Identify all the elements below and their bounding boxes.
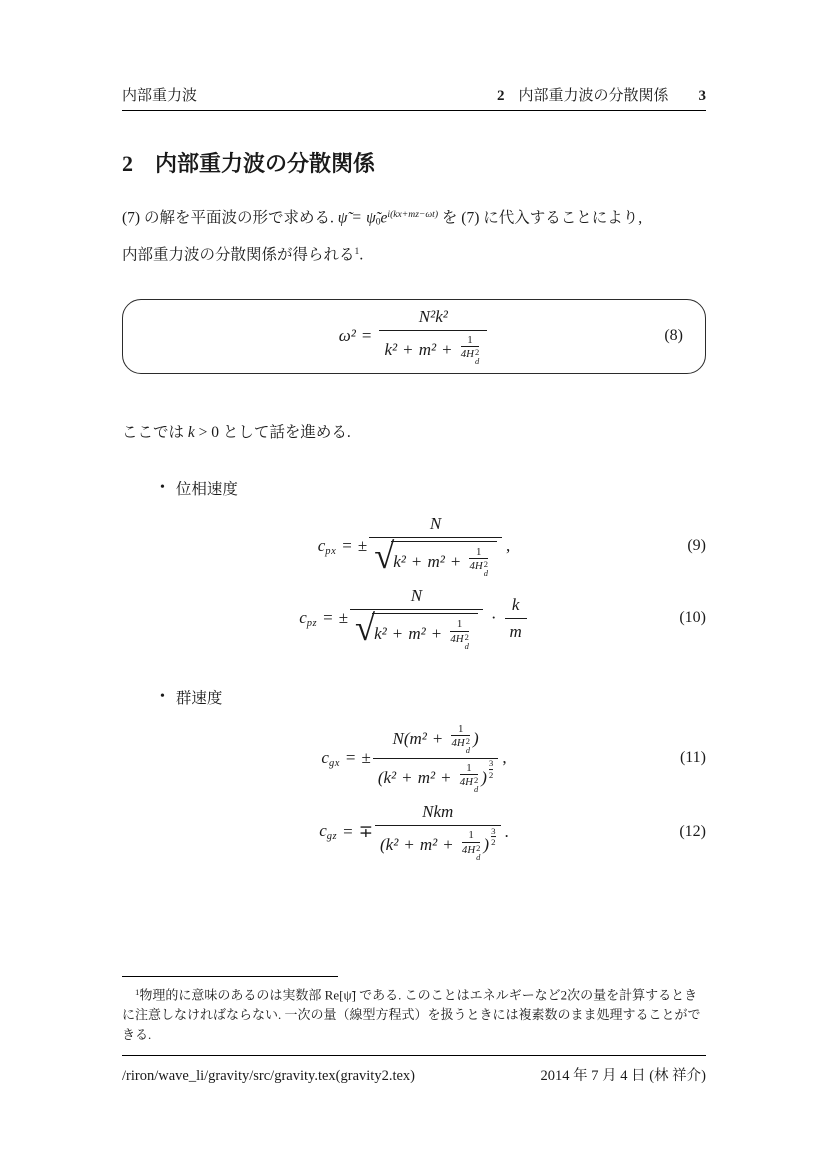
subsup-stack [476,844,480,862]
footnote-body: 物理的に意味のあるのは実数部 Re[ψ̃] である. このことはエネルギーなど2次の量を計算するときに注意しなければならない. 一次の量（線型方程式）を扱うときには複素数のまま処理することができる. [122,987,701,1043]
exponent-three-halves [489,759,493,780]
math-token: k² [393,552,406,572]
math-token: m² [417,768,436,788]
small-fraction-denominator [450,631,469,651]
footnote-reference: 1 [354,245,360,257]
small-fraction-denominator [462,842,481,862]
fraction-denominator [375,825,501,861]
header-left-title: 内部重力波 [122,88,198,104]
math-token-psi0: ψ̃ [366,209,376,227]
math-token: m² [427,552,445,572]
math-token: ω² [338,326,356,346]
fraction-numerator [417,802,458,825]
math-token: 2 [474,775,479,786]
footer-date-author: 2014 年 7 月 4 日 (林 祥介) [540,1068,706,1084]
math-token: 1 [468,829,474,842]
radical-sign: √ [355,607,376,649]
bullet-icon: • [160,479,165,495]
bullet-phase-velocity [160,477,706,499]
fraction-denominator [505,618,527,642]
math-token: + [432,728,443,748]
math-token: 1 [476,545,482,558]
small-fraction-denominator [460,774,479,794]
math-token: 2 [465,736,470,747]
small-fraction [460,762,479,794]
intro-text: 内部重力波の分散関係が得られる [122,245,355,263]
math-token: 1 [456,618,463,631]
math-token: + [411,552,422,572]
math-token: m² [419,835,438,855]
math-token: d [476,851,481,862]
footer-file-path: /riron/wave_li/gravity/src/gravity.tex(gravity2.tex) [122,1068,415,1084]
lhs [318,536,337,557]
fraction-numerator [507,595,525,618]
section-title: 内部重力波の分散関係 [155,151,376,176]
math-token: + [402,768,412,788]
math-token: + [404,835,414,855]
fraction-denominator [373,758,499,794]
lhs [299,608,317,629]
math-token: = [323,608,333,628]
math-token: · [490,608,497,628]
header-rule [122,110,706,111]
intro-text: を (7) に代入することにより, [438,209,643,227]
math-token: 3 [491,825,496,836]
math-token: (k² [377,768,397,788]
math-token: 0 [211,423,220,441]
bullet-group-velocity [160,686,706,708]
note-text: として話を進める. [219,423,351,441]
math-token: ) [473,728,479,748]
small-fraction-denominator [451,735,470,755]
bullet-icon: • [160,688,165,704]
math-token: ) [481,768,487,788]
footnote-mark: 1 [135,987,140,997]
math-token-sub0: 0 [375,216,381,228]
math-token: c [319,821,327,841]
math-token: ∓ [358,821,373,841]
math-token: 4H [450,632,464,645]
content-column [122,0,706,862]
fraction-denominator [350,609,483,650]
equation-number-12: (12) [679,822,706,840]
intro-paragraph [122,200,706,269]
math-token: gx [328,757,340,769]
math-token: N [410,586,423,606]
math-token: + [443,835,453,855]
page-header [122,84,706,105]
header-right [497,84,706,105]
math-token: c [299,607,307,627]
phase-velocity-equations [122,514,706,651]
math-token: d [474,356,480,367]
math-token: ) [483,835,490,855]
math-token: c [321,747,329,767]
subsup-stack [466,737,470,755]
section-number: 2 [122,151,133,176]
equation-number-11: (11) [679,749,706,767]
math-token: 4H [461,843,476,856]
math-token: 4H [460,348,474,361]
math-token: ± [357,536,368,556]
fraction-denominator [379,330,487,366]
footnote-rule [122,976,338,977]
subsup-stack [474,776,478,794]
fraction [350,586,483,650]
note-text: ここでは [122,423,188,441]
math-token: , [506,536,511,556]
math-token: pz [306,618,318,629]
small-fraction [450,618,469,650]
math-token: k [511,594,520,614]
equation-12 [122,802,706,861]
boxed-equation-8 [122,299,706,374]
small-fraction [462,829,481,861]
math-token-psi: ψ̃ [337,209,348,227]
small-fraction-denominator [461,346,480,366]
math-token: 4H [451,737,465,750]
small-fraction [461,334,480,366]
math-token: d [483,568,488,579]
group-velocity-equations [122,723,706,862]
equation-number-9: (9) [687,537,706,555]
math-token: 2 [483,559,488,570]
math-token: d [464,640,469,651]
fraction [379,307,487,366]
intro-text: . [359,245,364,263]
math-token: N [429,513,442,533]
math-token: + [442,339,452,359]
math-token: m [509,621,522,641]
header-page-number: 3 [698,88,706,104]
subsup-stack [465,633,469,651]
math-token: + [403,339,413,359]
math-token: 1 [467,333,473,346]
equation-11 [122,723,706,795]
math-token: 4H [459,776,474,789]
equation-number-10: (10) [679,609,706,627]
math-token: m² [418,339,437,359]
math-token: > [194,423,212,441]
math-token: = [342,536,352,556]
math-token: + [392,624,403,644]
subsup-stack [475,348,479,366]
math-token: = [343,821,353,841]
math-token: + [441,768,451,788]
equation-8 [123,307,705,366]
note-paragraph [122,420,706,442]
lhs [321,748,340,769]
math-token: k² [374,624,387,644]
math-token: , [502,748,507,768]
exponent-three-halves [491,827,495,848]
header-section-number: 2 [496,88,505,104]
math-token-equals: = [352,209,362,227]
page-footer [122,1055,706,1085]
math-token: 1 [466,761,472,774]
subsup-stack [484,560,488,578]
equation-number-8: (8) [664,327,683,345]
equation-9 [122,514,706,578]
radicand [372,613,478,650]
math-token: d [465,744,470,755]
math-token: ± [361,748,371,768]
math-token: N²k² [418,306,448,326]
math-token: px [325,545,337,557]
math-token: gz [326,831,338,843]
math-token: m² [408,624,426,644]
radicand [391,541,497,578]
small-fraction [451,723,470,755]
fraction-numerator [388,723,484,758]
small-fraction [469,546,488,578]
math-token: 2 [464,631,469,642]
math-token: . [504,821,509,841]
math-token: ± [338,608,349,628]
math-token: = [361,326,372,346]
equation-10 [122,586,706,650]
square-root [374,534,497,579]
section-heading [122,147,706,178]
header-section-title: 内部重力波の分散関係 [518,88,669,104]
lhs [319,821,337,842]
math-token: (k² [380,835,399,855]
footnote-text [122,982,706,1045]
math-token: + [450,552,461,572]
math-token: 4H [469,560,483,573]
fraction-denominator [369,534,502,579]
fraction [369,514,502,578]
fraction-numerator [406,586,427,609]
math-token: N(m² [392,728,427,748]
square-root [355,607,478,651]
math-token: 2 [488,770,494,781]
fraction [373,723,499,795]
math-token: = [345,748,356,768]
math-token: 2 [474,347,480,358]
fraction [375,802,501,861]
math-token: 1 [458,722,464,735]
math-token: 3 [488,758,494,769]
math-token-exponent: i(kx+mz−ωt) [387,209,439,220]
intro-text: (7) の解を平面波の形で求める. [122,209,338,227]
bullet-label: 位相速度 [175,480,238,498]
fraction-numerator [414,307,453,330]
bullet-label: 群速度 [175,689,223,707]
math-token: c [317,535,326,555]
footnote-area [122,976,706,1045]
math-token: d [474,784,479,795]
math-token: k [187,423,195,441]
math-token: 2 [491,837,496,848]
fraction-numerator [425,514,446,537]
radical-sign: √ [374,534,395,576]
math-token: Nkm [422,802,454,822]
math-token: k² [384,339,398,359]
math-token: 2 [476,842,481,853]
math-token: + [431,624,442,644]
math-token-e: e [380,209,388,227]
fraction [505,595,527,642]
small-fraction-denominator [469,558,488,578]
